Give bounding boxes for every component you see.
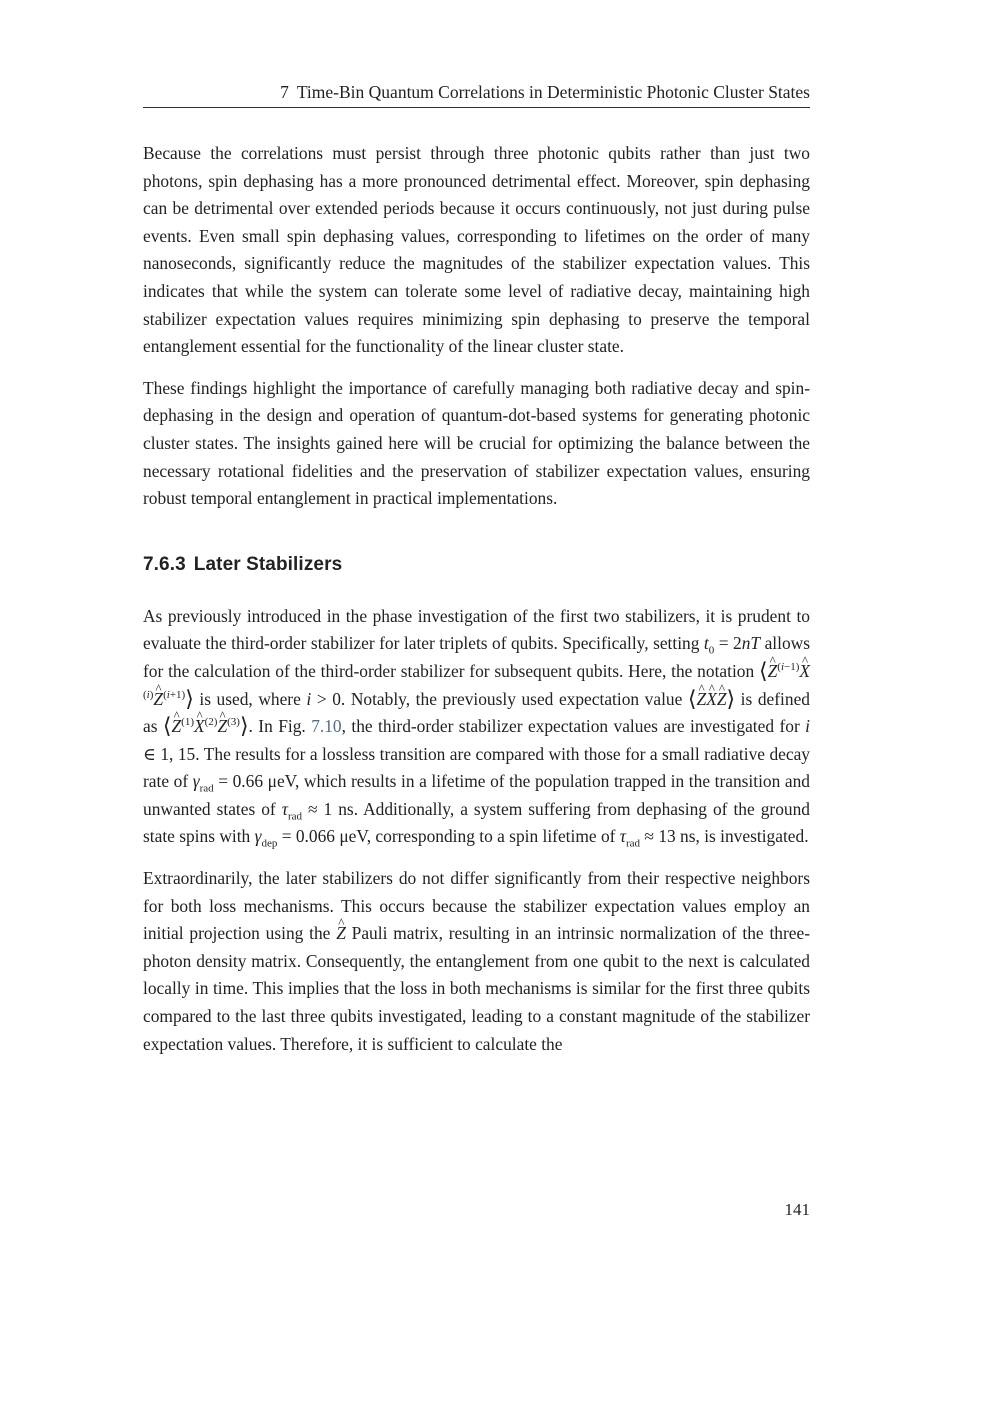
text-span: allows for the calculation of the third-order stabilizer for subsequent qubits. Here, the notation: [143, 633, 810, 681]
text-span: . Additionally, a system suffering from dephasing of the ground state spins with: [143, 798, 810, 847]
text-span: , corresponding to a spin lifetime of: [366, 826, 620, 847]
chapter-number: 7: [280, 82, 289, 102]
math-gamma: γ: [192, 771, 200, 792]
math-langle: ⟨: [687, 685, 697, 711]
math-rangle: ⟩: [726, 685, 736, 711]
text-span: , the third-order stabilizer expectation values are investigated for: [341, 716, 806, 737]
math-sub: 0: [708, 644, 715, 657]
text-span: , which results in a lifetime of the population trapped in the transition and unwanted states of: [143, 771, 811, 819]
math-rangle: ⟩: [239, 713, 249, 739]
math-tau: τ: [619, 826, 627, 847]
math-span: > 0: [316, 688, 341, 709]
text-span: As previously introduced in the phase investigation of the first two stabilizers, it is prudent to evaluate the third-order stabilizer for later triplets of qubits. Specifically, setting: [143, 605, 810, 654]
math-i: i: [306, 688, 312, 709]
paragraph-4: [143, 865, 810, 1058]
section-heading: [143, 551, 810, 579]
math-X-hat: ^ X: [706, 686, 717, 714]
page-number: 141: [784, 1200, 810, 1219]
math-gamma: γ: [254, 826, 262, 847]
text-span: . In Fig.: [248, 716, 312, 737]
math-sub: rad: [626, 837, 641, 850]
text-span: is used, where: [193, 688, 307, 709]
math-sup: (i−1): [777, 661, 800, 674]
math-Z-hat: ^ Z: [717, 686, 727, 714]
math-span: ∈ 1, 15: [143, 743, 196, 764]
math-tau: τ: [281, 798, 288, 819]
section-number: 7.6.3: [143, 553, 186, 575]
text-span: , is investigated.: [695, 826, 809, 847]
math-span: = 2: [718, 633, 742, 654]
math-span: = 0.066 μeV: [281, 826, 367, 847]
math-Z-hat: ^ Z: [697, 686, 707, 714]
math-X-hat: ^ X: [194, 713, 205, 741]
main-text: [143, 140, 810, 1072]
math-langle: ⟨: [759, 657, 768, 683]
math-sup: (i+1): [163, 688, 186, 701]
paragraph-1: Because the correlations must persist through three photonic qubits rather than just two photons, spin dephasing has a more pronounced detrimental effect. Moreover, spin dephasing can be detrimental over extended periods because it occurs continuously, not just during pulse events. Even small spin dephasing values, corresponding to lifetimes on the order of many nanoseconds, significantly reduce the magnitudes of the stabilizer expectation values. This indicates that while the system can tolerate some level of radiative decay, maintaining high stabilizer expectation values requires minimizing spin dephasing to preserve the temporal entanglement essential for the functionality of the linear cluster state.: [143, 143, 810, 357]
paragraph-2: These findings highlight the importance of carefully managing both radiative decay and spin-dephasing in the design and operation of quantum-dot-based systems for generating photonic cluster states. The insights gained here will be crucial for optimizing the balance between the necessary rotational fidelities and the preservation of stabilizer expectation values, ensuring robust temporal entanglement in practical implementations.: [143, 377, 810, 509]
math-Z-hat: ^ Z: [336, 920, 346, 948]
paragraph-3: [143, 603, 810, 851]
text-span: . The results for a lossless transition are compared with those for a small radiative decay rate of: [143, 743, 810, 792]
math-Z-hat: ^ Z: [153, 686, 163, 714]
running-header: [143, 80, 810, 108]
math-span: ≈ 1 ns: [308, 798, 354, 819]
text-span: . Notably, the previously used expectation value: [340, 688, 688, 709]
math-sup: (1): [181, 716, 194, 729]
math-nT: nT: [741, 633, 761, 654]
math-rangle: ⟩: [185, 685, 194, 711]
math-sub: dep: [261, 837, 278, 850]
chapter-title: Time-Bin Quantum Correlations in Deterministic Photonic Cluster States: [296, 82, 810, 102]
math-i: i: [805, 716, 810, 737]
section-title: Later Stabilizers: [193, 553, 343, 575]
math-Z-hat: ^ Z: [768, 658, 778, 686]
math-span: = 0.66 μeV: [218, 771, 295, 792]
math-langle: ⟨: [162, 713, 172, 739]
math-sub: rad: [287, 810, 302, 823]
math-X-hat: ^ X: [799, 658, 810, 686]
figure-reference-link[interactable]: 7.10: [311, 716, 342, 737]
math-span: ≈ 13 ns: [644, 826, 696, 847]
text-span: is defined as: [143, 688, 810, 737]
math-sup: (3): [227, 716, 240, 729]
math-t0: t: [703, 633, 709, 654]
text-span: Extraordinarily, the later stabilizers do not differ significantly from their respective neighbors for both loss mechanisms. This occurs because the stabilizer expectation values employ an initial projection using the: [143, 868, 810, 944]
math-Z-hat: ^ Z: [217, 713, 227, 741]
math-Z-hat: ^ Z: [172, 713, 182, 741]
math-sup: (i): [143, 688, 154, 701]
math-sub: rad: [199, 782, 214, 795]
math-sup: (2): [204, 716, 218, 729]
text-span: Pauli matrix, resulting in an intrinsic normalization of the three-photon density matrix. Consequently, the entanglement from one qubit to the next is calculated locally in time. This implies that the loss in both mechanisms is similar for the first three qubits compared to the last three qubits investigated, leading to a constant magnitude of the stabilizer expectation values. Therefore, it is sufficient to calculate the: [143, 923, 810, 1054]
